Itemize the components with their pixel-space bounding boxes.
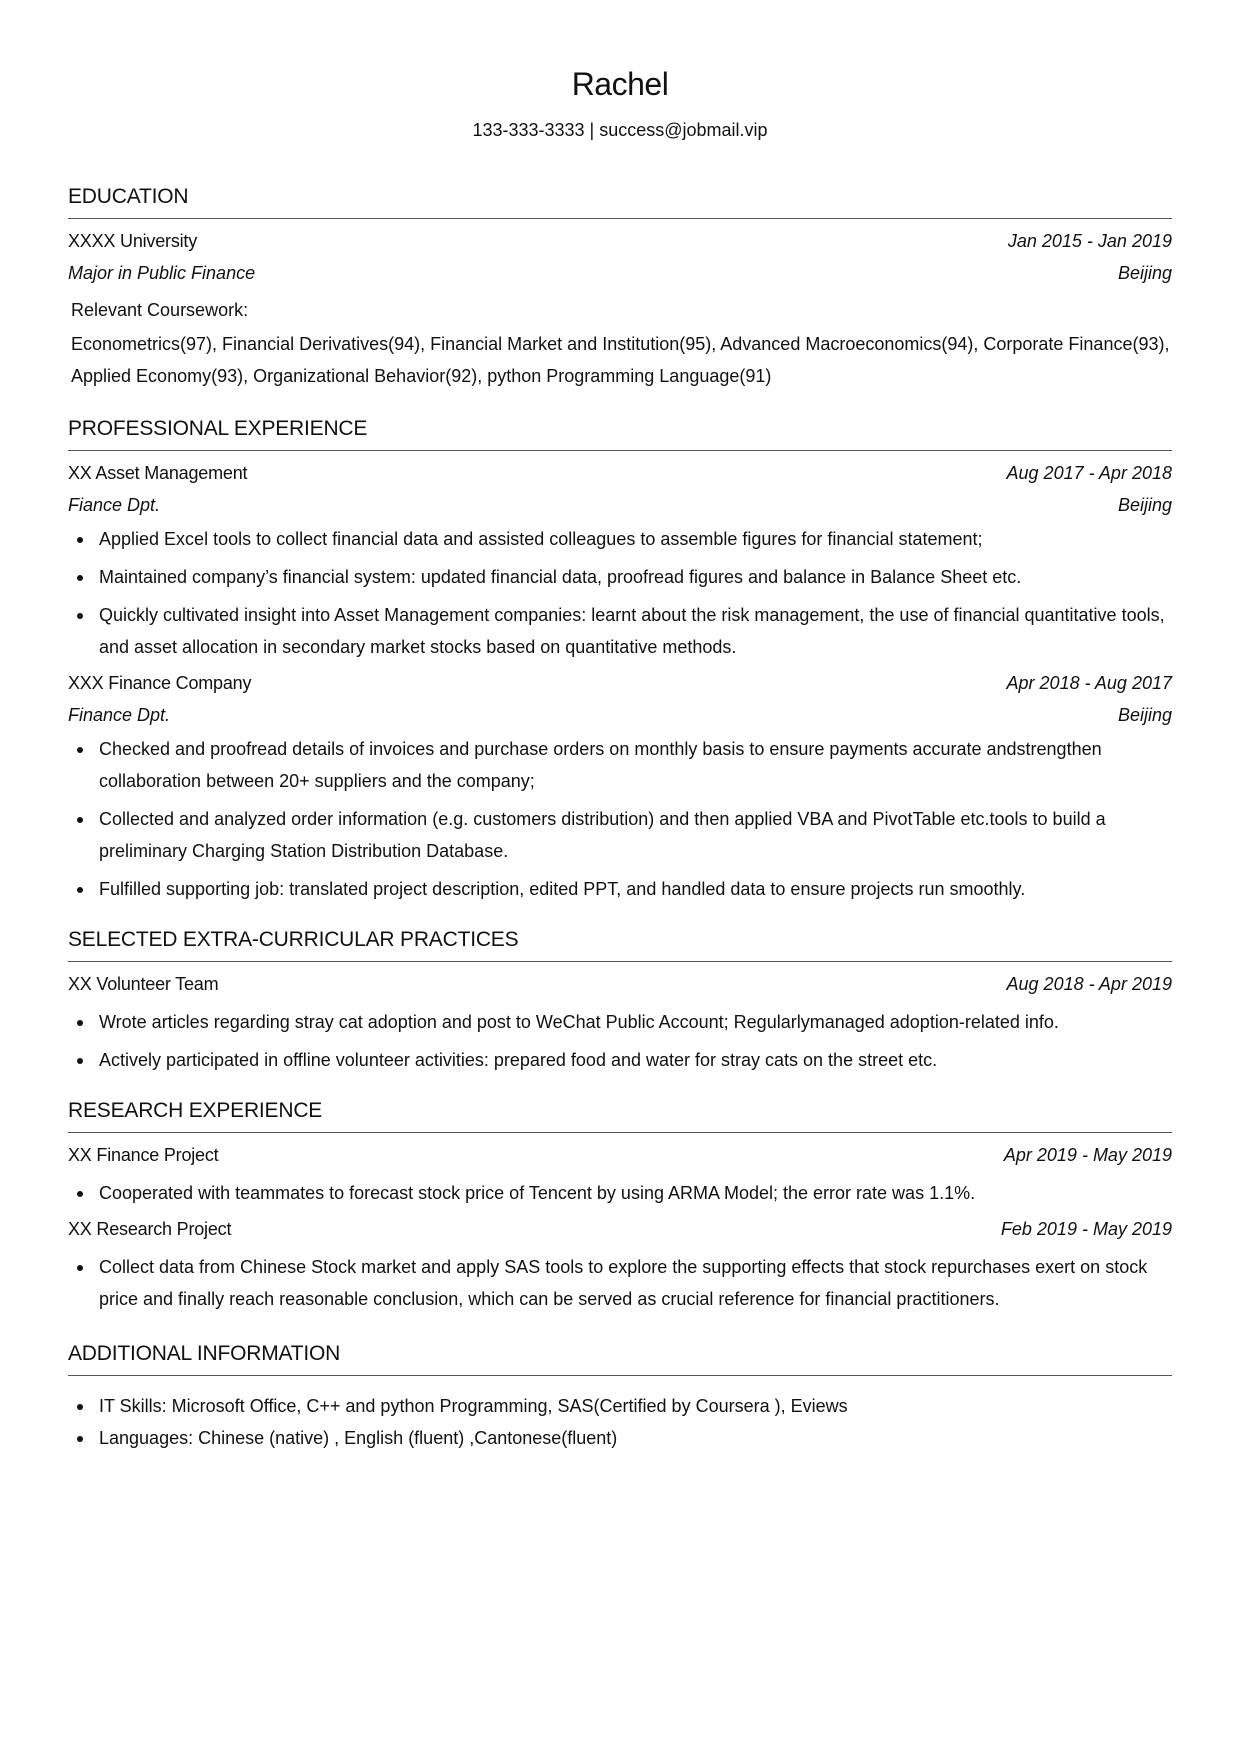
list-item: Wrote articles regarding stray cat adoption and post to WeChat Public Account; Regularlymanaged adoption-related info.: [68, 1006, 1172, 1038]
job-dates: Aug 2017 - Apr 2018: [1006, 463, 1172, 483]
job-dept: Finance Dpt.: [68, 705, 171, 725]
section-title-additional: ADDITIONAL INFORMATION: [68, 1341, 1172, 1376]
school-name: XXXX University: [68, 231, 198, 251]
education-location: Beijing: [1117, 263, 1172, 283]
job-location: Beijing: [1117, 705, 1172, 725]
project-header: [68, 1143, 1172, 1167]
job-header: [68, 461, 1172, 485]
list-item: Actively participated in offline volunteer activities: prepared food and water for stray cats on the street etc.: [68, 1044, 1172, 1076]
project-dates: Apr 2019 - May 2019: [1003, 1145, 1172, 1165]
job-org: XXX Finance Company: [68, 673, 252, 693]
activity-org: XX Volunteer Team: [68, 974, 219, 994]
project-bullets: [68, 1251, 1172, 1315]
candidate-name: Rachel: [571, 66, 669, 102]
list-item: Collect data from Chinese Stock market and apply SAS tools to explore the supporting effects that stock repurchases exert on stock price and finally reach reasonable conclusion, which can be served as crucial reference for financial practitioners.: [68, 1251, 1172, 1315]
research-section: [68, 1098, 1172, 1315]
project-bullets: [68, 1177, 1172, 1209]
list-item: Collected and analyzed order information (e.g. customers distribution) and then applied VBA and PivotTable etc.tools to build a preliminary Charging Station Distribution Database.: [68, 803, 1172, 867]
list-item: Fulfilled supporting job: translated project description, edited PPT, and handled data to ensure projects run smoothly.: [68, 873, 1172, 905]
job-dept: Fiance Dpt.: [68, 495, 161, 515]
job-header: [68, 671, 1172, 695]
project-header: [68, 1217, 1172, 1241]
list-item: IT Skills: Microsoft Office, C++ and python Programming, SAS(Certified by Coursera ), Eviews: [68, 1390, 1172, 1422]
section-title-experience: PROFESSIONAL EXPERIENCE: [68, 416, 1172, 451]
list-item: Languages: Chinese (native) , English (fluent) ,Cantonese(fluent): [68, 1422, 1172, 1454]
additional-section: [68, 1341, 1172, 1454]
coursework-list: Econometrics(97), Financial Derivatives(94), Financial Market and Institution(95), Advanced Macroeconomics(94), Corporate Finance(93), Applied Economy(93), Organizational Behavior(92), python Programming Language(91): [71, 334, 1170, 386]
education-entry-header: [68, 229, 1172, 253]
job-entry: [68, 671, 1172, 905]
major: Major in Public Finance: [68, 263, 256, 283]
project-org: XX Research Project: [68, 1219, 232, 1239]
list-item: Quickly cultivated insight into Asset Management companies: learnt about the risk management, the use of financial quantitative tools, and asset allocation in secondary market stocks based on quantitative methods.: [68, 599, 1172, 663]
job-dates: Apr 2018 - Aug 2017: [1006, 673, 1172, 693]
project-org: XX Finance Project: [68, 1145, 219, 1165]
job-location: Beijing: [1117, 495, 1172, 515]
additional-bullets: [68, 1390, 1172, 1454]
job-bullets: [68, 733, 1172, 905]
coursework-label: Relevant Coursework:: [71, 300, 249, 320]
job-entry: [68, 461, 1172, 663]
activity-header: [68, 972, 1172, 996]
job-bullets: [68, 523, 1172, 663]
list-item: Maintained company’s financial system: updated financial data, proofread figures and balance in Balance Sheet etc.: [68, 561, 1172, 593]
experience-section: [68, 416, 1172, 905]
extracurricular-section: [68, 927, 1172, 1076]
section-title-research: RESEARCH EXPERIENCE: [68, 1098, 1172, 1133]
list-item: Applied Excel tools to collect financial data and assisted colleagues to assemble figures for financial statement;: [68, 523, 1172, 555]
list-item: Cooperated with teammates to forecast stock price of Tencent by using ARMA Model; the error rate was 1.1%.: [68, 1177, 1172, 1209]
list-item: Checked and proofread details of invoices and purchase orders on monthly basis to ensure payments accurate andstrengthen collaboration between 20+ suppliers and the company;: [68, 733, 1172, 797]
job-subheader: [68, 703, 1172, 727]
education-entry-subheader: [68, 261, 1172, 285]
section-title-extracurricular: SELECTED EXTRA-CURRICULAR PRACTICES: [68, 927, 1172, 962]
activity-bullets: [68, 1006, 1172, 1076]
contact-info: 133-333-3333 | success@jobmail.vip: [472, 120, 768, 140]
section-title-education: EDUCATION: [68, 184, 1172, 219]
project-dates: Feb 2019 - May 2019: [1000, 1219, 1172, 1239]
job-subheader: [68, 493, 1172, 517]
education-section: [68, 184, 1172, 392]
education-dates: Jan 2015 - Jan 2019: [1007, 231, 1172, 251]
job-org: XX Asset Management: [68, 463, 248, 483]
activity-dates: Aug 2018 - Apr 2019: [1006, 974, 1172, 994]
